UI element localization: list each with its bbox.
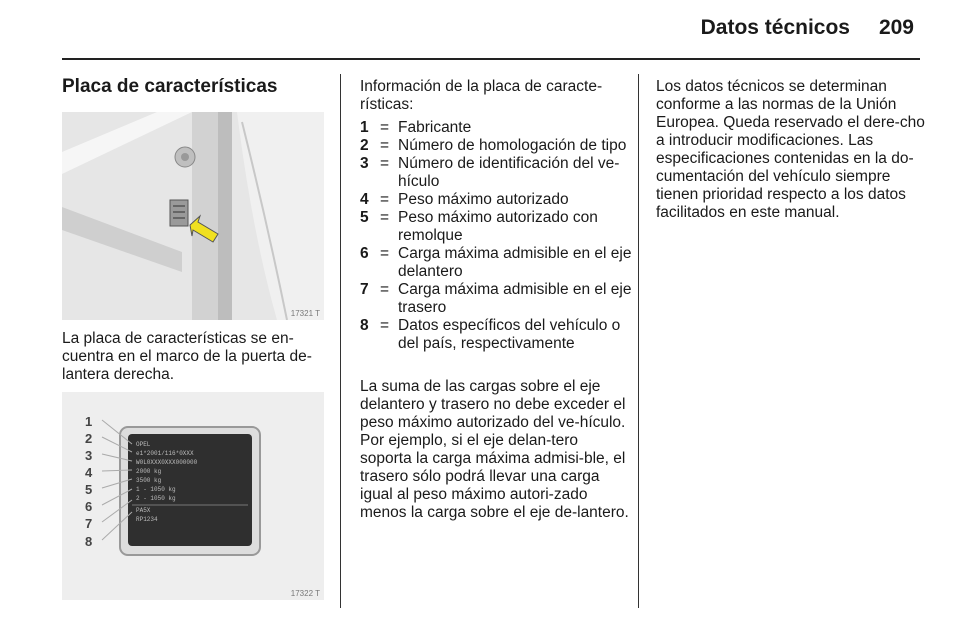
plate-label-2: 2 (85, 431, 93, 446)
plate-label-4: 4 (85, 465, 93, 480)
legend-text: Carga máxima admisible en el eje trasero (398, 281, 632, 316)
legend-item (360, 119, 635, 137)
door-frame-photo (62, 112, 324, 320)
plate-label-3: 3 (85, 448, 93, 463)
legend-number: 8 (360, 317, 369, 334)
legend-text: Número de identificación del ve-hículo (398, 155, 620, 190)
figure-number: 17321 T (290, 309, 320, 318)
legend-equals: = (380, 209, 390, 226)
eu-norms-paragraph: Los datos técnicos se determinan conforme a las normas de la Unión Europea. Queda reservado el dere-cho a introducir modificaciones. Las especificaciones contenidas en la do-cumentación del vehículo siempre tienen prioridad respecto a los datos facilitados en este manual. (656, 78, 925, 221)
legend-item (360, 155, 635, 191)
legend-text: Peso máximo autorizado (398, 191, 569, 208)
section-title: Placa de características (62, 76, 278, 97)
legend-item (360, 191, 635, 209)
legend-number: 1 (360, 119, 369, 136)
column-divider-1 (340, 74, 341, 608)
legend-item (360, 281, 635, 317)
legend-number: 3 (360, 155, 369, 172)
plate-legend-list (360, 119, 635, 353)
svg-text:RP1234: RP1234 (136, 516, 158, 523)
svg-text:1 - 1050 kg: 1 - 1050 kg (136, 486, 176, 493)
legend-text: Carga máxima admisible en el eje delantero (398, 245, 632, 280)
legend-equals: = (380, 245, 390, 262)
legend-equals: = (380, 281, 390, 298)
legend-number: 6 (360, 245, 369, 262)
legend-number: 7 (360, 281, 369, 298)
plate-closeup-photo (62, 392, 324, 600)
legend-item (360, 209, 635, 245)
figure-number: 17322 T (290, 589, 320, 598)
svg-text:W0L0XXX0XXX000000: W0L0XXX0XXX000000 (136, 459, 198, 466)
legend-equals: = (380, 119, 390, 136)
legend-number: 5 (360, 209, 369, 226)
plate-label-7: 7 (85, 516, 93, 531)
plate-label-1: 1 (85, 414, 93, 429)
plate-location-paragraph: La placa de características se en-cuentra en el marco de la puerta de-lantera derecha. (62, 330, 312, 383)
running-header-title: Datos técnicos (700, 16, 850, 39)
legend-equals: = (380, 317, 390, 334)
legend-text: Datos específicos del vehículo o del país, respectivamente (398, 317, 621, 352)
plate-label-5: 5 (85, 482, 93, 497)
plate-illustration (62, 392, 324, 600)
door-frame-illustration (62, 112, 324, 320)
column-divider-2 (638, 74, 639, 608)
svg-text:PA5X: PA5X (136, 507, 151, 514)
legend-equals: = (380, 137, 390, 154)
legend-text: Fabricante (398, 119, 472, 136)
legend-item (360, 245, 635, 281)
plate-label-6: 6 (85, 499, 93, 514)
svg-text:2 - 1050 kg: 2 - 1050 kg (136, 495, 176, 502)
header-rule (62, 58, 920, 60)
plate-info-intro: Información de la placa de caracte-rísticas: (360, 78, 603, 113)
legend-text: Número de homologación de tipo (398, 137, 627, 154)
legend-equals: = (380, 155, 390, 172)
legend-item (360, 137, 635, 155)
svg-text:OPEL: OPEL (136, 441, 151, 448)
legend-text: Peso máximo autorizado con remolque (398, 209, 598, 244)
legend-item (360, 317, 635, 353)
legend-equals: = (380, 191, 390, 208)
svg-text:3500 kg: 3500 kg (136, 477, 162, 484)
plate-label-8: 8 (85, 534, 93, 549)
legend-number: 4 (360, 191, 369, 208)
page-number: 209 (878, 16, 914, 39)
svg-text:e1*2001/116*0XXX: e1*2001/116*0XXX (136, 450, 194, 457)
svg-text:2000 kg: 2000 kg (136, 468, 162, 475)
legend-number: 2 (360, 137, 369, 154)
axle-load-paragraph: La suma de las cargas sobre el eje delantero y trasero no debe exceder el peso máximo autorizado del ve-hículo. Por ejemplo, si el eje delan-tero soporta la carga máxima admisi-ble, el trasero sólo podrá llevar una carga igual al peso máximo autori-zado menos la carga sobre el eje de-lantero. (360, 378, 629, 521)
